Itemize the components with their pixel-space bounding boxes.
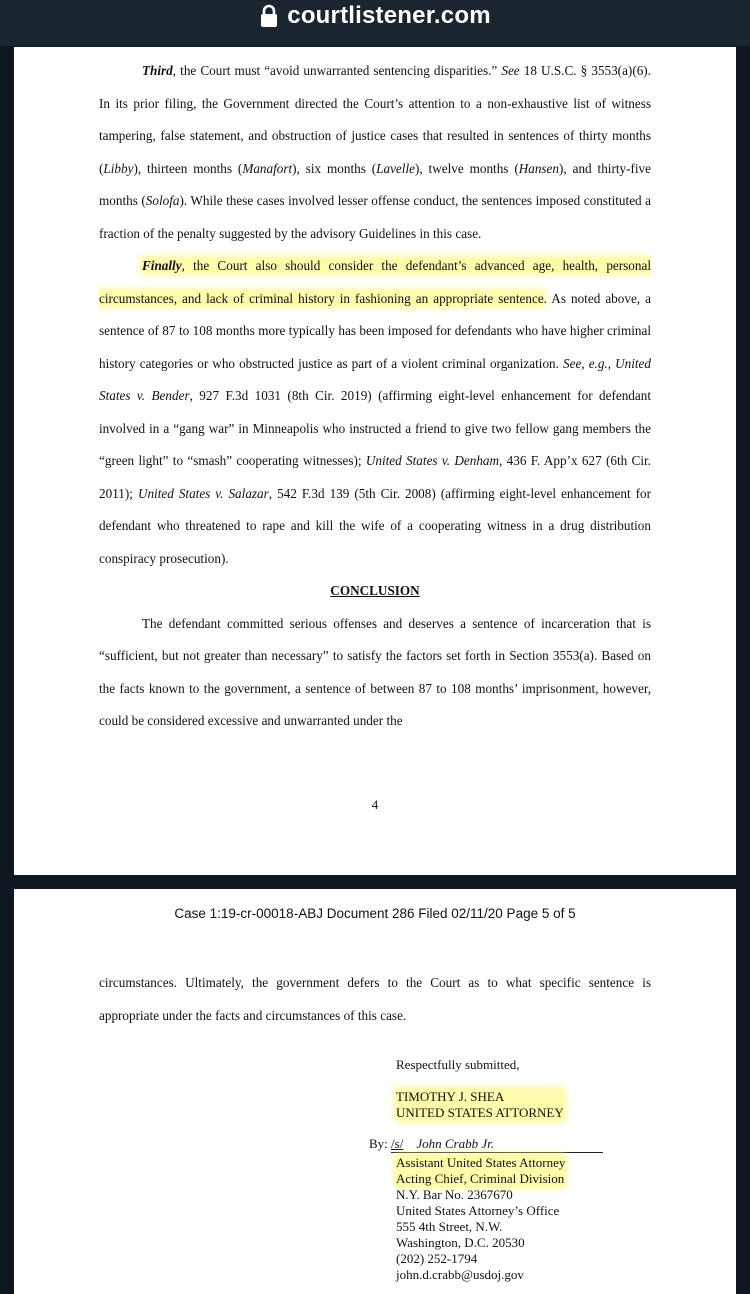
office-name: United States Attorney’s Office (396, 1203, 560, 1218)
page-number: 4 (371, 797, 379, 812)
attorney-name: TIMOTHY J. SHEA (396, 1089, 505, 1104)
phone-number: (202) 252-1794 (396, 1251, 478, 1266)
attorney-title: UNITED STATES ATTORNEY (396, 1105, 564, 1120)
url-text: courtlistener.com (287, 2, 491, 29)
attorney-highlight (396, 1089, 564, 1121)
signer-title-line-2: Acting Chief, Criminal Division (396, 1171, 565, 1186)
signer-title-line-1: Assistant United States Attorney (396, 1155, 566, 1170)
paragraph-circumstances: circumstances. Ultimately, the government defers to the Court as to what specific sentence is appropriate under the facts and circumstances of this case. (99, 975, 651, 1023)
conclusion-heading: CONCLUSION (330, 583, 420, 598)
closing-line: Respectfully submitted, (396, 1057, 520, 1072)
by-label: By: (369, 1136, 392, 1151)
lock-icon (259, 4, 279, 28)
paragraph-conclusion: The defendant committed serious offenses and deserves a sentence of incarceration that is “sufficient, but not greater than necessary” to satisfy the factors set forth in Section 3553(a). Based on the facts known to the government, a sentence of between 87 to 108 months’ imprisonment, however, could be considered excessive and unwarranted under the (99, 615, 651, 728)
paragraph-third: Third, the Court must “avoid unwarranted sentencing disparities.” See 18 U.S.C. § 3553(a)(6). In its prior filing, the Government directed the Court’s attention to a non-exhaustive list of witness tampering, false statement, and obstruction of justice cases that resulted in sentences of thirty months (Libby), thirteen months (Manafort), six months (Lavelle), twelve months (Hansen), and thirty-five months (Solofa). While these cases involved lesser offense conduct, the sentences imposed constituted a fraction of the penalty suggested by the advisory Guidelines in this case. (99, 63, 651, 241)
document-page-5 (14, 889, 736, 1294)
city-address: Washington, D.C. 20530 (396, 1235, 525, 1250)
signature: /s/ John Crabb Jr. (391, 1136, 603, 1153)
email-address: john.d.crabb@usdoj.gov (396, 1267, 524, 1282)
document-page-4 (14, 47, 736, 875)
signer-block (396, 1155, 565, 1283)
browser-url-bar[interactable] (0, 0, 750, 46)
case-header: Case 1:19-cr-00018-ABJ Document 286 Filed 02/11/20 Page 5 of 5 (174, 906, 576, 921)
paragraph-finally: Finally, the Court also should consider the defendant’s advanced age, health, personal circumstances, and lack of criminal history in fashioning an appropriate sentence. As noted above, a sentence of 87 to 108 months more typically has been imposed for defendants who have higher criminal history categories or who obstructed justice as part of a violent criminal organization. See, e.g., United States v. Bender, 927 F.3d 1031 (8th Cir. 2019) (affirming eight-level enhancement for defendant involved in a “gang war” in Minneapolis who instructed a friend to give two fellow gang members the “green light” to “smash” cooperating witnesses); United States v. Denham, 436 F. App’x 627 (6th Cir. 2011); United States v. Salazar, 542 F.3d 139 (5th Cir. 2008) (affirming eight-level enhancement for defendant who threatened to rape and kill the wife of a cooperating witness in a drug distribution conspiracy prosecution). (99, 258, 651, 566)
signer-highlight (396, 1155, 565, 1187)
page-4-body (99, 55, 651, 738)
highlighted-passage: Finally, the Court also should consider the defendant’s advanced age, health, personal circumstances, and lack of criminal history in fashioning an appropriate sentence (99, 258, 651, 306)
signature-line (369, 1136, 603, 1153)
url-display[interactable] (0, 0, 750, 32)
page-5-body (99, 967, 651, 1032)
street-address: 555 4th Street, N.W. (396, 1219, 503, 1234)
bar-number: N.Y. Bar No. 2367670 (396, 1187, 513, 1202)
attorney-block (396, 1089, 564, 1121)
